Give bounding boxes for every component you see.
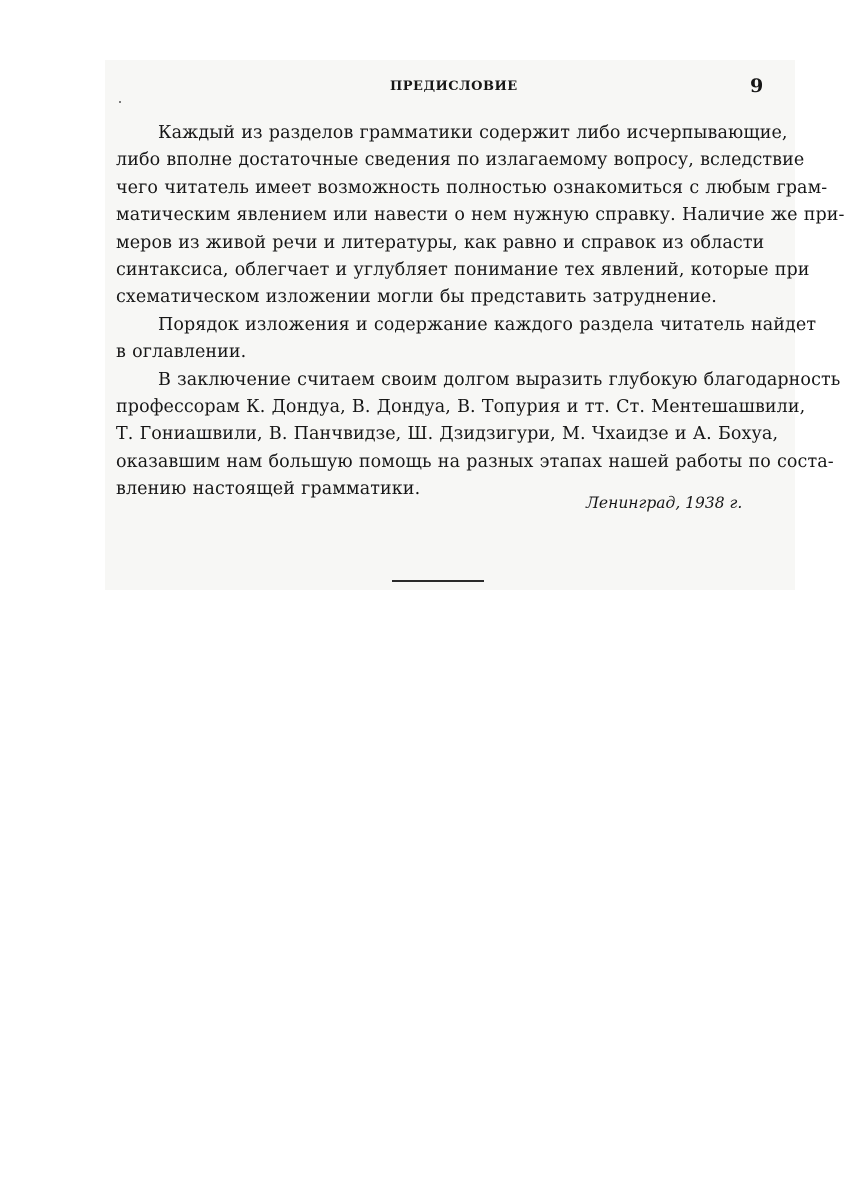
text-line: влению настоящей грамматики. — [116, 479, 421, 500]
print-speck — [119, 101, 121, 103]
preface-text — [116, 120, 845, 503]
page-number: 9 — [750, 75, 764, 97]
text-line: меров из живой речи и литературы, как равно и справок из области — [116, 232, 765, 253]
text-line: Порядок изложения и содержание каждого раздела читатель найдет — [158, 314, 817, 335]
text-line: оказавшим нам большую помощь на разных этапах нашей работы по соста- — [116, 451, 834, 472]
running-title: ПРЕДИСЛОВИЕ — [390, 79, 518, 94]
text-line: чего читатель имеет возможность полностью ознакомиться с любым грам- — [116, 177, 828, 198]
text-line: либо вполне достаточные сведения по излагаемому вопросу, вследствие — [116, 150, 805, 171]
section-end-rule — [392, 580, 484, 582]
text-line: Т. Гониашвили, В. Панчвидзе, Ш. Дзидзигури, М. Чхаидзе и А. Бохуа, — [116, 424, 779, 445]
text-line: синтаксиса, облегчает и углубляет понимание тех явлений, которые при — [116, 259, 810, 280]
text-line: Каждый из разделов грамматики содержит либо исчерпывающие, — [158, 123, 788, 143]
text-line: в оглавлении. — [116, 342, 247, 363]
text-line: схематическом изложении могли бы представить затруднение. — [116, 287, 717, 308]
place-date-signature: Ленинград, 1938 г. — [586, 494, 743, 512]
text-line: профессорам К. Дондуа, В. Дондуа, В. Топурия и тт. Ст. Ментешашвили, — [116, 396, 806, 417]
text-line: В заключение считаем своим долгом выразить глубокую благодарность — [158, 369, 841, 390]
text-line: матическим явлением или навести о нем нужную справку. Наличие же при- — [116, 205, 845, 226]
